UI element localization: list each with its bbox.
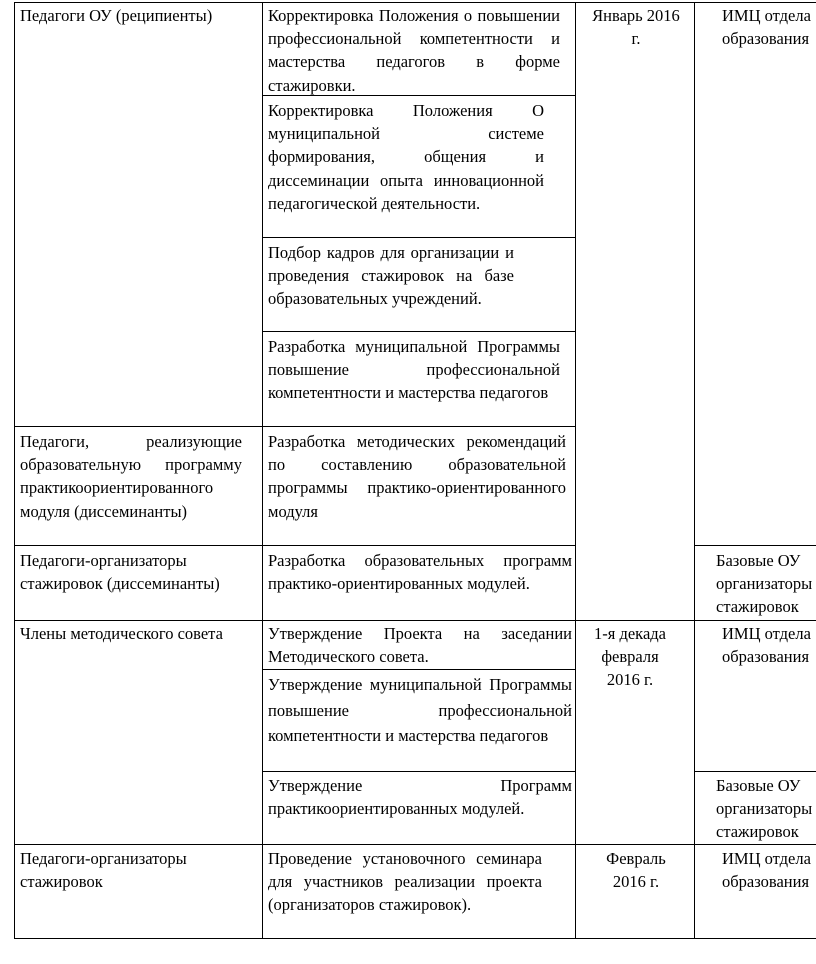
date-cell: Январь 2016 г. — [592, 6, 680, 49]
responsible-cell: Базовые ОУ организаторы стажировок — [716, 551, 813, 617]
column-divider — [575, 2, 576, 938]
action-cell: Утверждение Проекта на заседании Методического совета. — [268, 624, 572, 667]
row-divider — [14, 426, 575, 427]
table-border-left — [14, 2, 15, 938]
participants-cell: Педагоги-организаторы стажировок (диссеминанты) — [20, 551, 220, 594]
action-cell: Корректировка Положения о повышении профессиональной компетентности и мастерства педагогов в форме стажировки. — [268, 6, 560, 95]
sub-row-divider — [262, 669, 575, 670]
responsible-cell: Базовые ОУ организаторы стажировок — [716, 776, 813, 842]
action-cell: Корректировка Положения О муниципальной системе формирования, общения и диссеминации опыта инновационной педагогической деятельности. — [268, 101, 544, 213]
action-cell: Утверждение Программ практикоориентированных модулей. — [268, 776, 572, 819]
sub-row-divider — [262, 771, 575, 772]
participants-cell: Педагоги ОУ (реципиенты) — [20, 6, 213, 25]
table-border-top — [14, 2, 816, 3]
responsible-cell: ИМЦ отдела образования — [722, 6, 811, 49]
column-divider — [262, 2, 263, 938]
participants-cell: Педагоги, реализующие образовательную программу практикоориентированного модуля (диссеминанты) — [20, 432, 242, 521]
row-divider — [14, 545, 575, 546]
action-cell: Разработка методических рекомендаций по составлению образовательной программы практико-ориентированного модуля — [268, 432, 566, 521]
column-divider — [694, 2, 695, 938]
participants-cell: Педагоги-организаторы стажировок — [20, 849, 187, 892]
action-cell: Утверждение муниципальной Программы повышение профессиональной компетентности и мастерства педагогов — [268, 675, 572, 745]
row-divider — [14, 844, 816, 845]
date-cell: Февраль 2016 г. — [606, 849, 666, 892]
responsible-cell: ИМЦ отдела образования — [722, 849, 811, 892]
sub-row-divider — [694, 771, 816, 772]
date-cell: 1-я декада февраля 2016 г. — [594, 624, 666, 690]
participants-cell: Члены методического совета — [20, 624, 223, 643]
responsible-cell: ИМЦ отдела образования — [722, 624, 811, 667]
action-cell: Разработка муниципальной Программы повышение профессиональной компетентности и мастерства педагогов — [268, 337, 560, 403]
sub-row-divider — [262, 331, 575, 332]
table-border-bottom — [14, 938, 816, 939]
action-cell: Проведение установочного семинара для участников реализации проекта (организаторов стажировок). — [268, 849, 542, 915]
row-divider — [14, 620, 816, 621]
action-cell: Разработка образовательных программ практико-ориентированных модулей. — [268, 551, 572, 594]
sub-row-divider — [694, 545, 816, 546]
action-cell: Подбор кадров для организации и проведения стажировок на базе образовательных учреждений. — [268, 243, 514, 309]
sub-row-divider — [262, 237, 575, 238]
